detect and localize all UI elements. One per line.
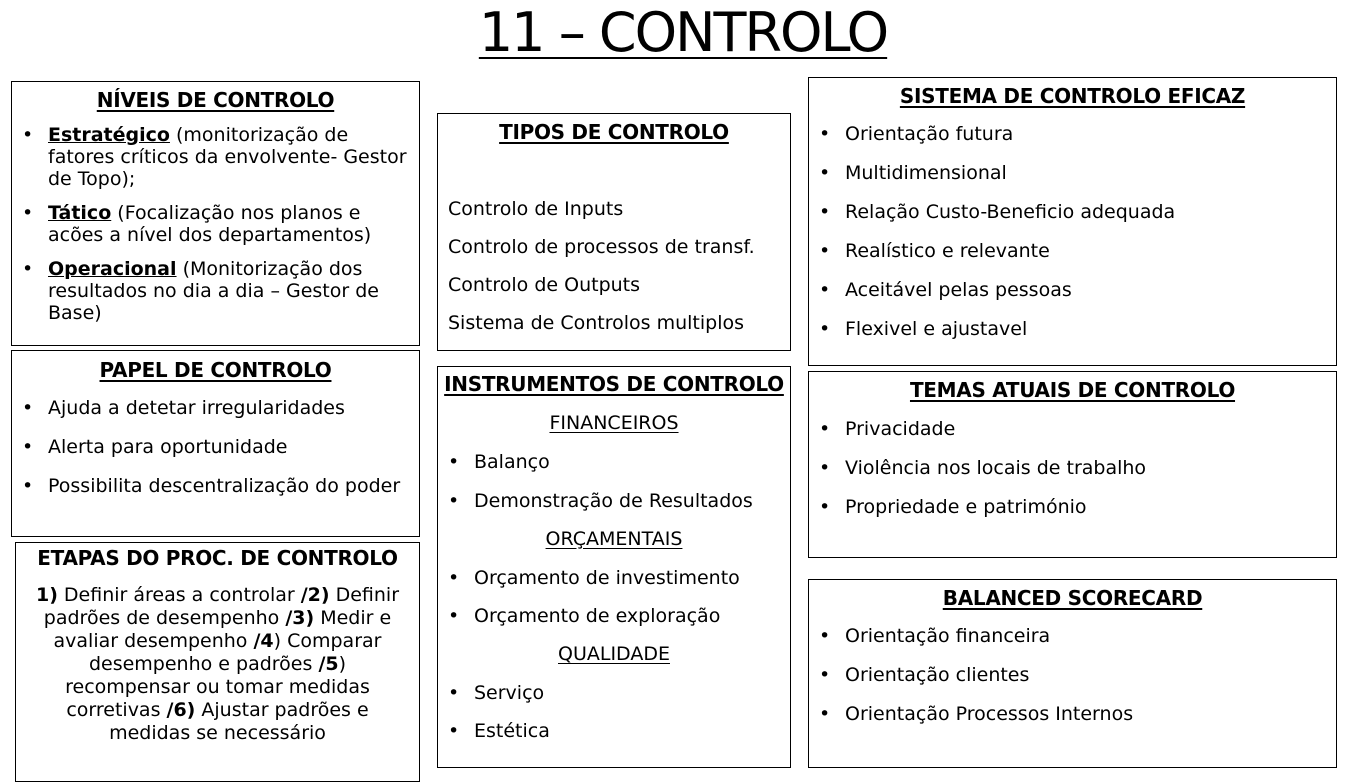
- etapas-box: [15, 542, 420, 782]
- step-number: /2): [300, 584, 330, 606]
- niveis-list: [12, 124, 419, 324]
- step-number: /4: [253, 630, 274, 652]
- niveis-heading: NÍVEIS DE CONTROLO: [96, 88, 335, 112]
- page-title-text: 11 – CONTROLO: [478, 1, 888, 64]
- temas-heading: TEMAS ATUAIS DE CONTROLO: [909, 378, 1236, 402]
- list-item: • Orçamento de exploração: [438, 605, 790, 627]
- list-item: • Serviço: [438, 682, 790, 704]
- list-item: • Orçamento de investimento: [438, 567, 790, 589]
- temas-box: [808, 371, 1337, 558]
- list-item: Controlo de Outputs: [448, 274, 641, 296]
- page-title: [0, 2, 1366, 64]
- sistema-list: [809, 123, 1336, 340]
- temas-list: [809, 418, 1336, 518]
- list-item: • Orientação financeira: [809, 625, 1336, 647]
- list-item: • Orientação clientes: [809, 664, 1336, 686]
- step-number: /5: [318, 653, 339, 675]
- step-text: Definir padrões de desempenho: [43, 584, 400, 629]
- balanced-box: [808, 579, 1337, 768]
- financeiros-label: FINANCEIROS: [549, 412, 679, 434]
- step-text: Ajustar padrões e medidas se necessário: [109, 699, 369, 744]
- step-number: 1): [35, 584, 58, 606]
- sistema-heading: SISTEMA DE CONTROLO EFICAZ: [899, 84, 1246, 108]
- list-item: [12, 258, 419, 324]
- papel-heading: PAPEL DE CONTROLO: [99, 358, 332, 382]
- list-item: • Possibilita descentralização do poder: [12, 475, 419, 497]
- step-number: /3): [285, 607, 315, 629]
- step-text: Definir áreas a controlar: [57, 584, 301, 606]
- tipos-heading: TIPOS DE CONTROLO: [499, 120, 729, 144]
- list-item: • Balanço: [438, 451, 790, 473]
- financeiros-list: [438, 451, 790, 512]
- qualidade-list: [438, 682, 790, 742]
- level-label: Tático: [48, 202, 112, 224]
- etapas-text: [16, 584, 419, 745]
- list-item: • Multidimensional: [809, 162, 1336, 184]
- orcamentais-list: [438, 567, 790, 627]
- papel-box: [11, 350, 420, 537]
- list-item: • Propriedade e património: [809, 496, 1336, 518]
- balanced-heading: BALANCED SCORECARD: [942, 586, 1203, 610]
- list-item: [12, 124, 419, 190]
- step-text: ) recompensar ou tomar medidas corretivas: [65, 653, 370, 721]
- level-label: Estratégico: [48, 124, 170, 146]
- instrumentos-box: [437, 366, 791, 768]
- level-label: Operacional: [48, 258, 177, 280]
- list-item: • Violência nos locais de trabalho: [809, 457, 1336, 479]
- list-item: • Ajuda a detetar irregularidades: [12, 397, 419, 419]
- etapas-heading: ETAPAS DO PROC. DE CONTROLO: [37, 546, 398, 570]
- qualidade-label: QUALIDADE: [558, 643, 670, 665]
- balanced-list: [809, 625, 1336, 725]
- list-item: Controlo de processos de transf.: [448, 236, 755, 258]
- step-text: ) Comparar desempenho e padrões: [88, 630, 382, 675]
- sistema-box: [808, 77, 1337, 366]
- papel-list: [12, 397, 419, 497]
- list-item: [12, 202, 419, 246]
- list-item: • Flexivel e ajustavel: [809, 318, 1336, 340]
- level-text: (monitorização de fatores críticos da envolvente- Gestor de Topo);: [48, 124, 407, 190]
- list-item: Sistema de Controlos multiplos: [448, 312, 745, 334]
- list-item: • Realístico e relevante: [809, 240, 1336, 262]
- tipos-box: [437, 113, 791, 351]
- list-item: • Orientação futura: [809, 123, 1336, 145]
- list-item: • Privacidade: [809, 418, 1336, 440]
- step-text: Medir e avaliar desempenho: [53, 607, 392, 652]
- list-item: • Relação Custo-Beneficio adequada: [809, 201, 1336, 223]
- list-item: • Alerta para oportunidade: [12, 436, 419, 458]
- niveis-box: [11, 81, 420, 346]
- tipos-list: [438, 198, 790, 334]
- list-item: • Orientação Processos Internos: [809, 703, 1336, 725]
- step-number: /6): [166, 699, 196, 721]
- level-text: (Monitorização dos resultados no dia a dia – Gestor de Base): [48, 258, 379, 324]
- list-item: Controlo de Inputs: [448, 198, 624, 220]
- list-item: • Estética: [438, 720, 790, 742]
- level-text: (Focalização nos planos e acões a nível dos departamentos): [48, 202, 372, 246]
- list-item: • Aceitável pelas pessoas: [809, 279, 1336, 301]
- list-item: • Demonstração de Resultados: [438, 490, 790, 512]
- orcamentais-label: ORÇAMENTAIS: [545, 528, 683, 550]
- instrumentos-heading: INSTRUMENTOS DE CONTROLO: [444, 372, 784, 396]
